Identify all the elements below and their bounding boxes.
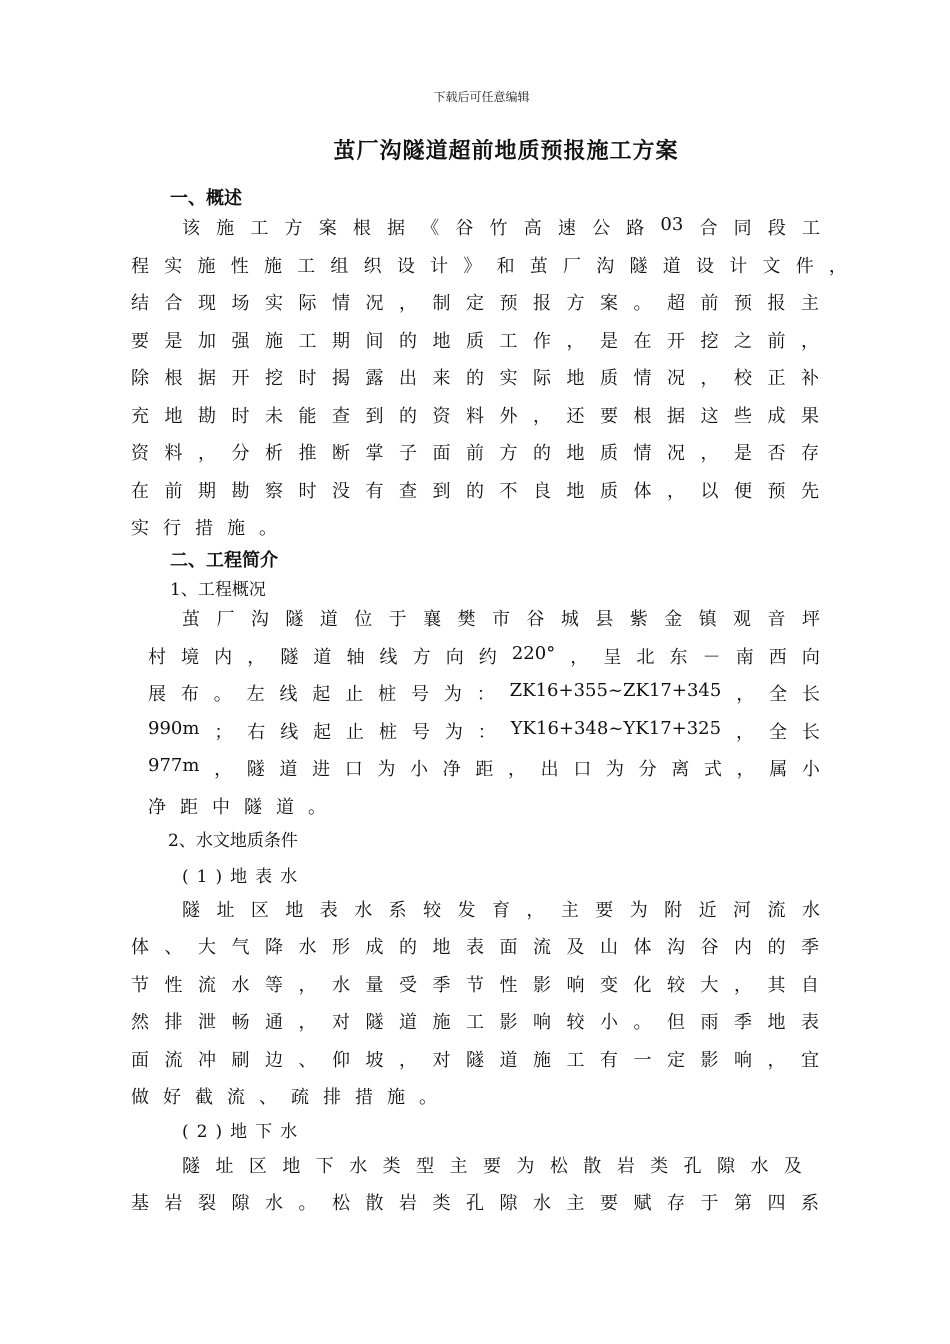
paragraph-line: 要 是 加 强 施 工 期 间 的 地 质 工 作 ， 是 在 开 挖 之 前 ， <box>131 331 819 352</box>
paragraph-line: 然 排 泄 畅 通 ， 对 隧 道 施 工 影 响 较 小 。 但 雨 季 地 表 <box>131 1012 819 1033</box>
document-title: 茧厂沟隧道超前地质预报施工方案 <box>333 138 679 164</box>
paragraph-line: 展 布 。 左 线 起 止 桩 号 为 ： ZK16+355~ZK17+345 ， 全 长 <box>148 680 820 705</box>
paragraph-line: 净 距 中 隧 道 。 <box>148 797 326 818</box>
paragraph-line: 体 、 大 气 降 水 形 成 的 地 表 面 流 及 山 体 沟 谷 内 的 季 <box>131 937 819 958</box>
paragraph-line: 在 前 期 勘 察 时 没 有 查 到 的 不 良 地 质 体 ， 以 便 预 先 <box>131 481 819 502</box>
section-2-heading: 二、工程简介 <box>170 550 278 571</box>
paragraph-line: 该 施 工 方 案 根 据 《 谷 竹 高 速 公 路 03 合 同 段 工 <box>182 214 820 239</box>
paragraph-line: 隧 址 区 地 下 水 类 型 主 要 为 松 散 岩 类 孔 隙 水 及 <box>182 1156 802 1177</box>
paragraph-line: 隧 址 区 地 表 水 系 较 发 育 ， 主 要 为 附 近 河 流 水 <box>182 900 820 921</box>
paragraph-line: 977m ， 隧 道 进 口 为 小 净 距 ， 出 口 为 分 离 式 ， 属 小 <box>148 755 820 780</box>
paragraph-line: 结 合 现 场 实 际 情 况 ， 制 定 预 报 方 案 。 超 前 预 报 主 <box>131 293 819 314</box>
header-note: 下载后可任意编辑 <box>433 90 530 104</box>
subsection-1-heading: 1、工程概况 <box>170 580 266 600</box>
paragraph-line: 面 流 冲 刷 边 、 仰 坡 ， 对 隧 道 施 工 有 一 定 影 响 ， 宜 <box>131 1050 819 1071</box>
surface-water-heading: (1)地表水 <box>182 867 306 887</box>
paragraph-line: 茧 厂 沟 隧 道 位 于 襄 樊 市 谷 城 县 紫 金 镇 观 音 坪 <box>182 609 820 630</box>
paragraph-line: 节 性 流 水 等 ， 水 量 受 季 节 性 影 响 变 化 较 大 ， 其 自 <box>131 975 819 996</box>
paragraph-line: 基 岩 裂 隙 水 。 松 散 岩 类 孔 隙 水 主 要 赋 存 于 第 四 系 <box>131 1193 819 1214</box>
paragraph-line: 村 境 内 ， 隧 道 轴 线 方 向 约 220° ， 呈 北 东 － 南 西 向 <box>148 643 820 668</box>
paragraph-line: 程 实 施 性 施 工 组 织 设 计 》 和 茧 厂 沟 隧 道 设 计 文 件 ， <box>131 256 847 277</box>
paragraph-line: 990m ； 右 线 起 止 桩 号 为 ： YK16+348~YK17+325 ， 全 长 <box>148 718 820 743</box>
paragraph-line: 除 根 据 开 挖 时 揭 露 出 来 的 实 际 地 质 情 况 ， 校 正 补 <box>131 368 819 389</box>
paragraph-line: 实 行 措 施 。 <box>131 518 277 539</box>
paragraph-line: 资 料 ， 分 析 推 断 掌 子 面 前 方 的 地 质 情 况 ， 是 否 存 <box>131 443 819 464</box>
paragraph-line: 做 好 截 流 、 疏 排 措 施 。 <box>131 1087 437 1108</box>
section-1-heading: 一、概述 <box>170 188 242 209</box>
groundwater-heading: (2)地下水 <box>182 1122 306 1142</box>
subsection-2-heading: 2、水文地质条件 <box>168 831 298 851</box>
paragraph-line: 充 地 勘 时 未 能 查 到 的 资 料 外 ， 还 要 根 据 这 些 成 果 <box>131 406 819 427</box>
